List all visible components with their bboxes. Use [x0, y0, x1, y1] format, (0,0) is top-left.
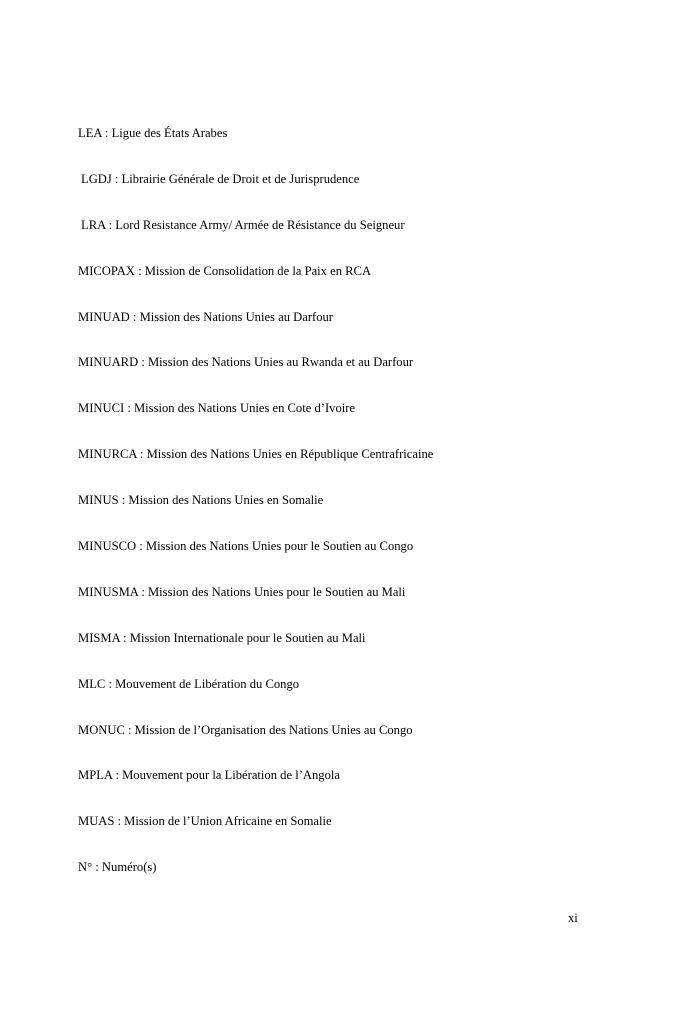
- abbreviation-entry-mlc: MLC : Mouvement de Libération du Congo: [78, 676, 300, 691]
- abbreviation-entry-muas: MUAS : Mission de l’Union Africaine en Somalie: [78, 814, 332, 829]
- abbreviation-entry-minuad: MINUAD : Mission des Nations Unies au Darfour: [78, 309, 333, 324]
- abbreviation-entry-minusma: MINUSMA : Mission des Nations Unies pour le Soutien au Mali: [78, 584, 406, 599]
- abbreviation-entry-minuard: MINUARD : Mission des Nations Unies au Rwanda et au Darfour: [78, 355, 414, 370]
- abbreviation-entry-lra: LRA : Lord Resistance Army/ Armée de Résistance du Seigneur: [81, 217, 405, 232]
- abbreviation-entry-lgdj: LGDJ : Librairie Générale de Droit et de Jurisprudence: [81, 171, 360, 186]
- abbreviation-entry-numero: N° : Numéro(s): [78, 860, 157, 875]
- abbreviation-entry-misma: MISMA : Mission Internationale pour le Soutien au Mali: [78, 630, 366, 645]
- abbreviation-entry-micopax: MICOPAX : Mission de Consolidation de la Paix en RCA: [78, 263, 372, 278]
- abbreviation-entry-minuci: MINUCI : Mission des Nations Unies en Cote d’Ivoire: [78, 401, 356, 416]
- page-number: xi: [568, 911, 578, 925]
- abbreviation-entry-minus: MINUS : Mission des Nations Unies en Somalie: [78, 493, 324, 508]
- abbreviation-entry-monuc: MONUC : Mission de l’Organisation des Nations Unies au Congo: [78, 722, 413, 737]
- abbreviation-entry-mpla: MPLA : Mouvement pour la Libération de l’Angola: [78, 768, 340, 783]
- abbreviation-list: [78, 124, 638, 904]
- abbreviation-entry-minurca: MINURCA : Mission des Nations Unies en République Centrafricaine: [78, 447, 434, 462]
- abbreviation-entry-lea: LEA : Ligue des États Arabes: [78, 126, 228, 140]
- abbreviation-entry-minusco: MINUSCO : Mission des Nations Unies pour le Soutien au Congo: [78, 539, 414, 554]
